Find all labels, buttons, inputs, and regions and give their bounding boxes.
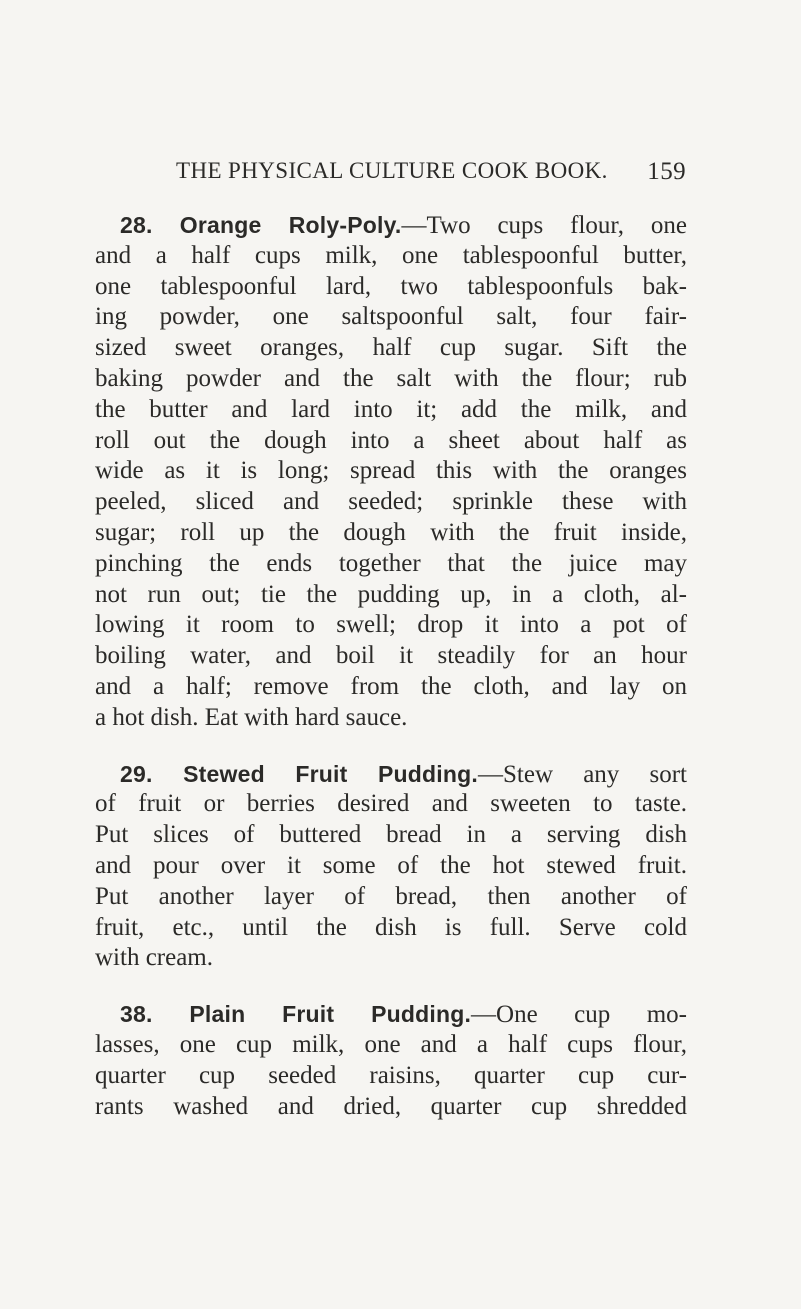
text-line: roll out the dough into a sheet about half as (95, 426, 687, 454)
text-line: and a half cups milk, one tablespoonful butter, (95, 241, 687, 269)
text-line: of fruit or berries desired and sweeten to taste. (95, 790, 687, 818)
text-line: peeled, sliced and seeded; sprinkle these with (95, 488, 687, 516)
text-line: lasses, one cup milk, one and a half cups flour, (95, 1030, 687, 1058)
text-line: and pour over it some of the hot stewed fruit. (95, 851, 687, 879)
text-line: wide as it is long; spread this with the oranges (95, 457, 687, 485)
recipe-title: Stewed Fruit Pudding. (183, 760, 478, 787)
text-line: and a half; remove from the cloth, and lay on (95, 672, 687, 700)
body-text (95, 210, 687, 1147)
text-line: fruit, etc., until the dish is full. Serve cold (95, 913, 687, 941)
recipe-number: 28. (120, 212, 153, 238)
recipe-heading (120, 212, 402, 238)
text-line: Put another layer of bread, then another of (95, 882, 687, 910)
text-line: the butter and lard into it; add the milk, and (95, 395, 687, 423)
recipe-title: Orange Roly-Poly. (179, 212, 402, 238)
text-line: —One cup mo- (471, 1001, 687, 1029)
text-line: a hot dish. Eat with hard sauce. (95, 703, 408, 731)
recipe-heading (120, 761, 478, 787)
text-line: ing powder, one saltspoonful salt, four fair- (95, 303, 687, 331)
text-line: —Stew any sort (478, 760, 687, 788)
recipe-stewed-fruit-pudding (95, 759, 687, 975)
text-line: one tablespoonful lard, two tablespoonfuls bak- (95, 272, 687, 300)
recipe-first-line (95, 759, 687, 790)
recipe-orange-roly-poly (95, 210, 687, 734)
text-line: lowing it room to swell; drop it into a pot of (95, 611, 687, 639)
text-line: not run out; tie the pudding up, in a cloth, al- (95, 580, 687, 608)
text-line: with cream. (95, 944, 214, 972)
page-number: 159 (647, 158, 686, 185)
recipe-first-line (95, 999, 687, 1030)
recipe-first-line (95, 210, 687, 241)
text-line: sugar; roll up the dough with the fruit inside, (95, 518, 687, 546)
text-line: Put slices of buttered bread in a serving dish (95, 821, 687, 849)
text-line: boiling water, and boil it steadily for an hour (95, 642, 687, 670)
text-line: baking powder and the salt with the flour; rub (95, 364, 687, 392)
text-line: rants washed and dried, quarter cup shredded (95, 1092, 687, 1120)
text-line: pinching the ends together that the juice may (95, 549, 687, 577)
recipe-plain-fruit-pudding (95, 999, 687, 1122)
text-line: sized sweet oranges, half cup sugar. Sift the (95, 334, 687, 362)
text-line: —Two cups flour, one (401, 212, 687, 239)
recipe-number: 38. (120, 1001, 153, 1028)
recipe-number: 29. (120, 760, 153, 787)
recipe-title: Plain Fruit Pudding. (189, 1001, 472, 1028)
running-head-title: THE PHYSICAL CULTURE COOK BOOK. (176, 158, 608, 183)
recipe-heading (120, 1001, 471, 1027)
text-line: quarter cup seeded raisins, quarter cup cur- (95, 1061, 687, 1089)
